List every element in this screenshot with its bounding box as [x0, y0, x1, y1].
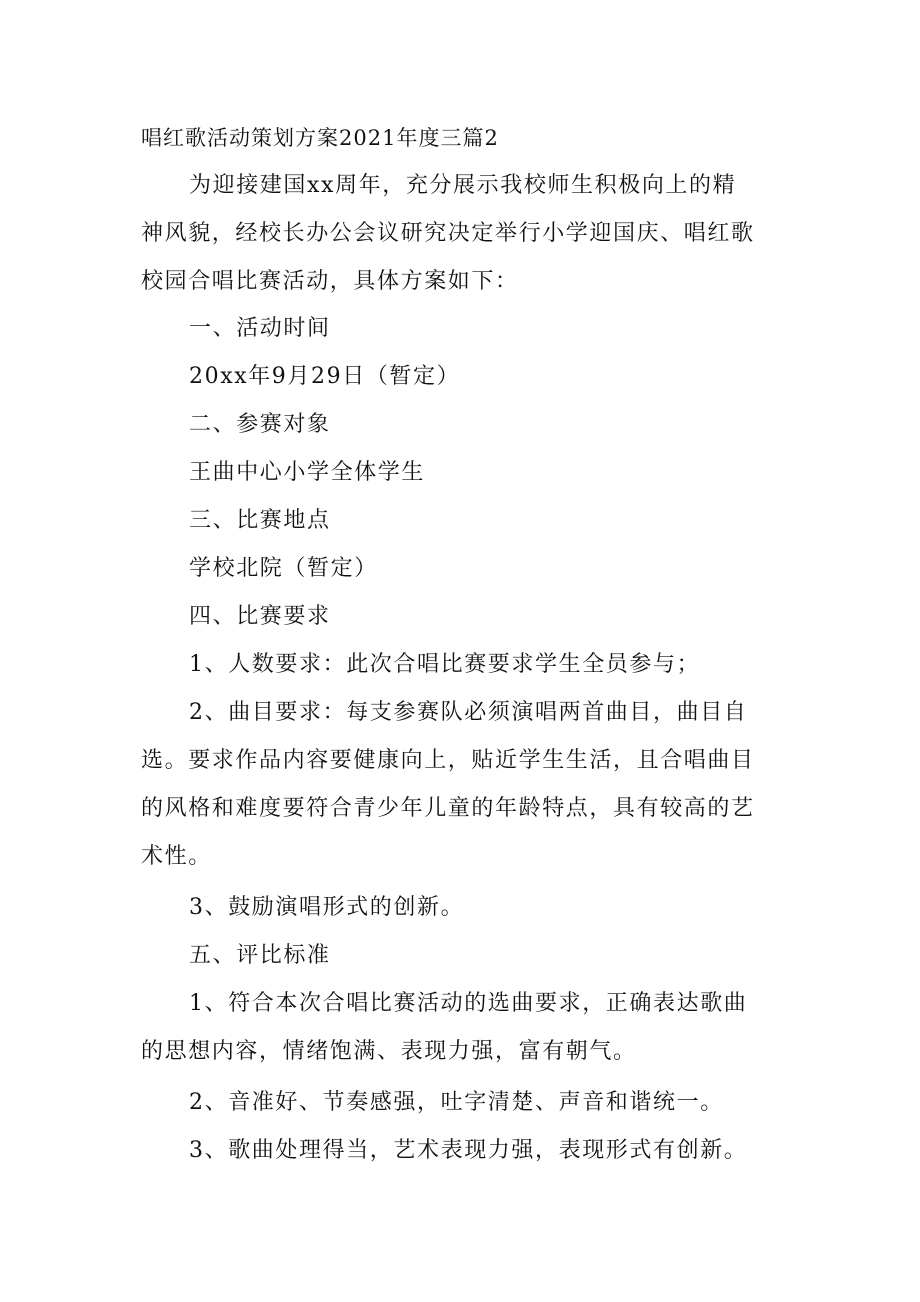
- criteria-item: 2、音准好、节奏感强，吐字清楚、声音和谐统一。: [189, 1090, 724, 1115]
- requirement-item: 3、鼓励演唱形式的创新。: [189, 895, 465, 920]
- requirement-item: 2、曲目要求：每支参赛队必须演唱两首曲目，曲目自: [189, 700, 748, 725]
- section-heading: 三、比赛地点: [189, 508, 331, 533]
- requirement-item: 1、人数要求：此次合唱比赛要求学生全员参与；: [189, 652, 701, 677]
- intro-line: 为迎接建国xx周年，充分展示我校师生积极向上的精: [189, 173, 737, 198]
- section-content: 20xx年9月29日（暂定）: [189, 364, 461, 389]
- intro-line: 校园合唱比赛活动，具体方案如下：: [141, 269, 519, 294]
- criteria-item: 3、歌曲处理得当，艺术表现力强，表现形式有创新。: [189, 1138, 748, 1163]
- section-content: 王曲中心小学全体学生: [189, 460, 426, 485]
- criteria-item: 的思想内容，情绪饱满、表现力强，富有朝气。: [141, 1039, 637, 1064]
- requirement-item: 的风格和难度要符合青少年儿童的年龄特点，具有较高的艺: [141, 796, 755, 821]
- document-title: 唱红歌活动策划方案2021年度三篇2: [141, 126, 499, 150]
- requirement-item: 术性。: [141, 844, 212, 869]
- section-content: 学校北院（暂定）: [189, 556, 378, 581]
- section-heading: 二、参赛对象: [189, 412, 331, 437]
- intro-line: 神风貌，经校长办公会议研究决定举行小学迎国庆、唱红歌: [141, 221, 755, 246]
- requirement-item: 选。要求作品内容要健康向上，贴近学生生活，且合唱曲目: [141, 748, 755, 773]
- section-heading: 一、活动时间: [189, 316, 331, 341]
- section-heading: 四、比赛要求: [189, 604, 331, 629]
- section-heading: 五、评比标准: [189, 943, 331, 968]
- criteria-item: 1、符合本次合唱比赛活动的选曲要求，正确表达歌曲: [189, 991, 748, 1016]
